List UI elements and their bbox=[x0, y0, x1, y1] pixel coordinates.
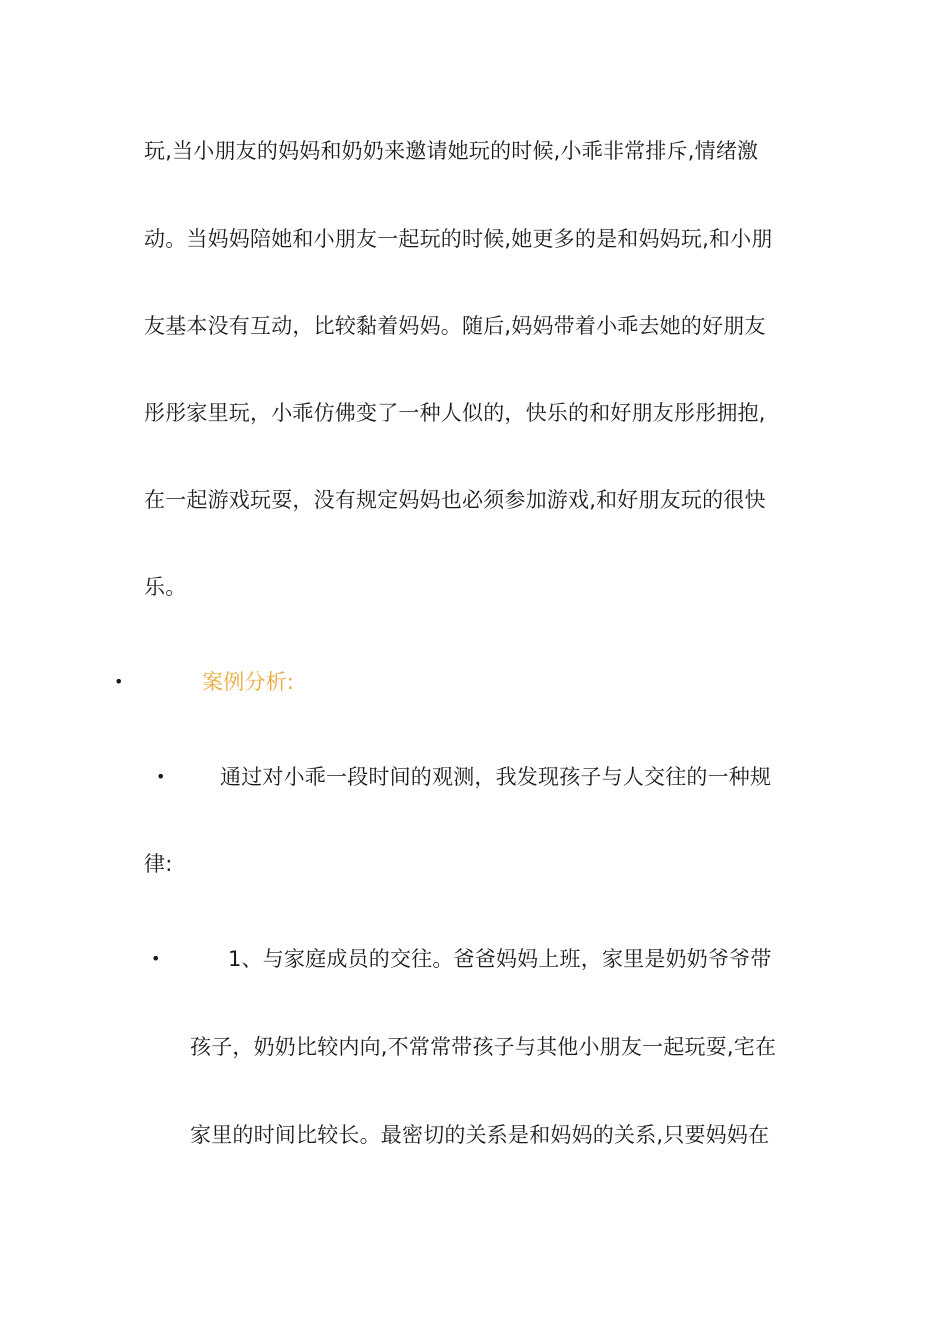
section-heading: 案例分析: bbox=[202, 670, 295, 694]
list-item-line: 通过对小乖一段时间的观测，我发现孩子与人交往的一种规 bbox=[220, 765, 772, 789]
paragraph-line: 动。当妈妈陪她和小朋友一起玩的时候,她更多的是和妈妈玩,和小朋 bbox=[144, 227, 773, 251]
bullet-icon: • bbox=[156, 767, 166, 786]
paragraph-line: 玩,当小朋友的妈妈和奶奶来邀请她玩的时候,小乖非常排斥,情绪激 bbox=[144, 139, 759, 163]
list-item-line: 家里的时间比较长。最密切的关系是和妈妈的关系,只要妈妈在 bbox=[190, 1123, 770, 1147]
paragraph-line: 在一起游戏玩耍，没有规定妈妈也必须参加游戏,和好朋友玩的很快 bbox=[144, 488, 766, 512]
list-item-line: 律: bbox=[144, 852, 173, 876]
list-item-line: 1、与家庭成员的交往。爸爸妈妈上班，家里是奶奶爷爷带 bbox=[228, 947, 772, 971]
bullet-icon: • bbox=[114, 672, 124, 691]
paragraph-line: 彤彤家里玩，小乖仿佛变了一种人似的，快乐的和好朋友彤彤拥抱, bbox=[144, 401, 766, 425]
paragraph-line: 乐。 bbox=[144, 575, 187, 599]
paragraph-line: 友基本没有互动，比较黏着妈妈。随后,妈妈带着小乖去她的好朋友 bbox=[144, 314, 766, 338]
bullet-icon: • bbox=[151, 949, 161, 968]
list-item-line: 孩子，奶奶比较内向,不常常带孩子与其他小朋友一起玩耍,宅在 bbox=[190, 1035, 777, 1059]
